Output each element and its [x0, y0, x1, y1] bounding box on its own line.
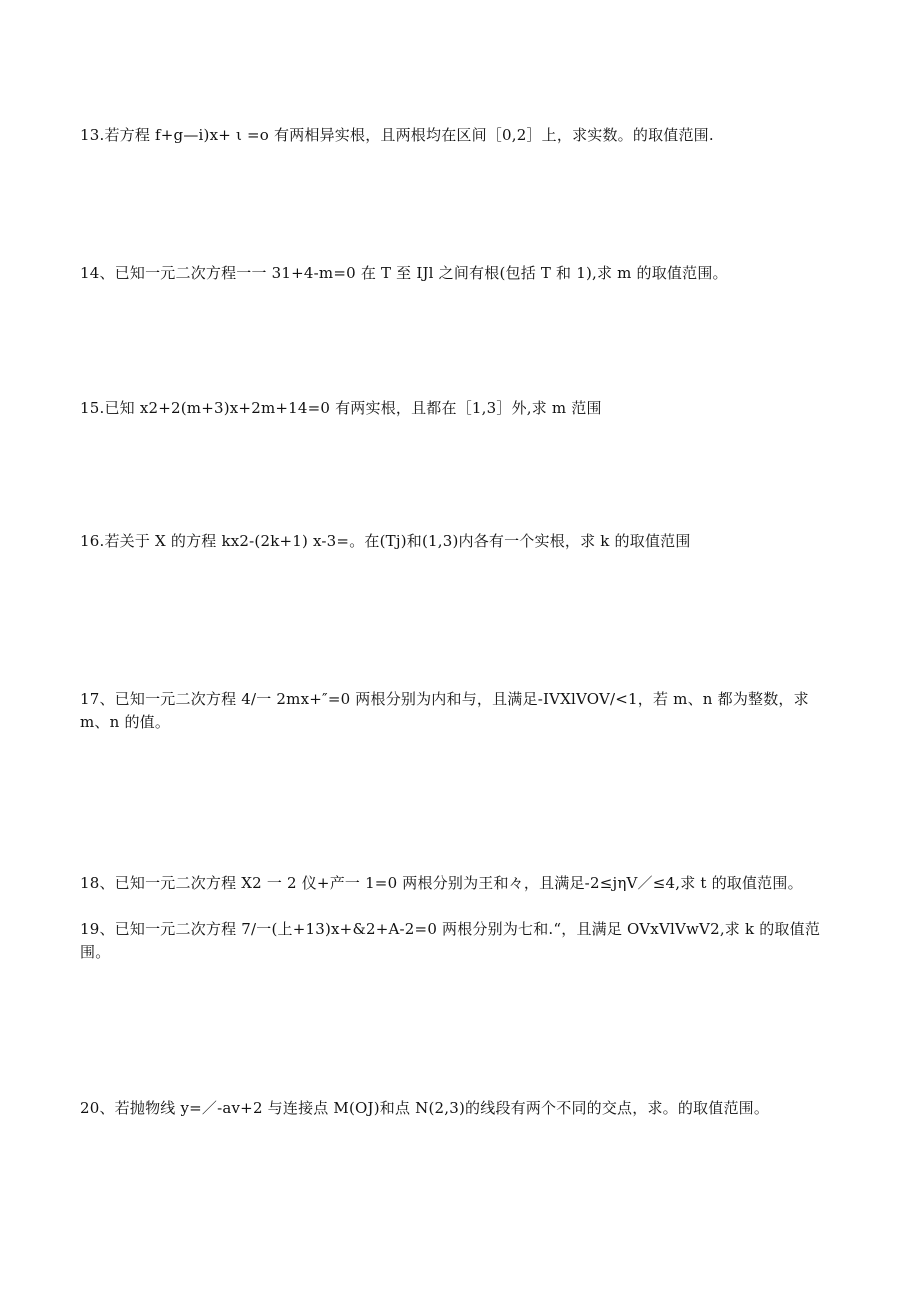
problem-18-text: 18、已知一元二次方程 X2 一 2 仪+产一 1=0 两根分别为王和々，且满足-2≤jηV／≤4,求 t 的取值范围。	[80, 874, 803, 892]
problem-16-text: 16.若关于 X 的方程 kx2-(2k+1) x-3=。在(Tj)和(1,3)内各有一个实根，求 k 的取值范围	[80, 532, 691, 550]
problem-15-text: 15.已知 x2+2(m+3)x+2m+14=0 有两实根，且都在［1,3］外,求 m 范围	[80, 399, 602, 417]
problem-19-text: 19、已知一元二次方程 7/一(上+13)x+&2+A-2=0 两根分别为七和.“，且满足 OVxVlVwV2,求 k 的取值范围。	[80, 920, 821, 961]
problem-13-text: 13.若方程 f+g—i)x+ ι =o 有两相异实根，且两根均在区间［0,2］上，求实数。的取值范围.	[80, 126, 714, 144]
problem-14-text: 14、已知一元二次方程一一 31+4-m=0 在 T 至 IJl 之间有根(包括 T 和 1),求 m 的取值范围。	[80, 264, 728, 282]
problem-14	[80, 262, 840, 285]
problem-13	[80, 124, 840, 147]
problem-16	[80, 530, 840, 553]
problem-15	[80, 397, 840, 420]
problem-18	[80, 872, 840, 895]
problem-17-text: 17、已知一元二次方程 4/一 2mx+″=0 两根分别为内和与，且满足-IVXlVOV/<1，若 m、n 都为整数，求 m、n 的值。	[80, 690, 809, 731]
problem-20-text: 20、若抛物线 y=／-av+2 与连接点 M(OJ)和点 N(2,3)的线段有两个不同的交点，求。的取值范围。	[80, 1099, 770, 1117]
problem-17	[80, 688, 840, 734]
problem-19	[80, 918, 840, 964]
problem-20	[80, 1097, 840, 1120]
